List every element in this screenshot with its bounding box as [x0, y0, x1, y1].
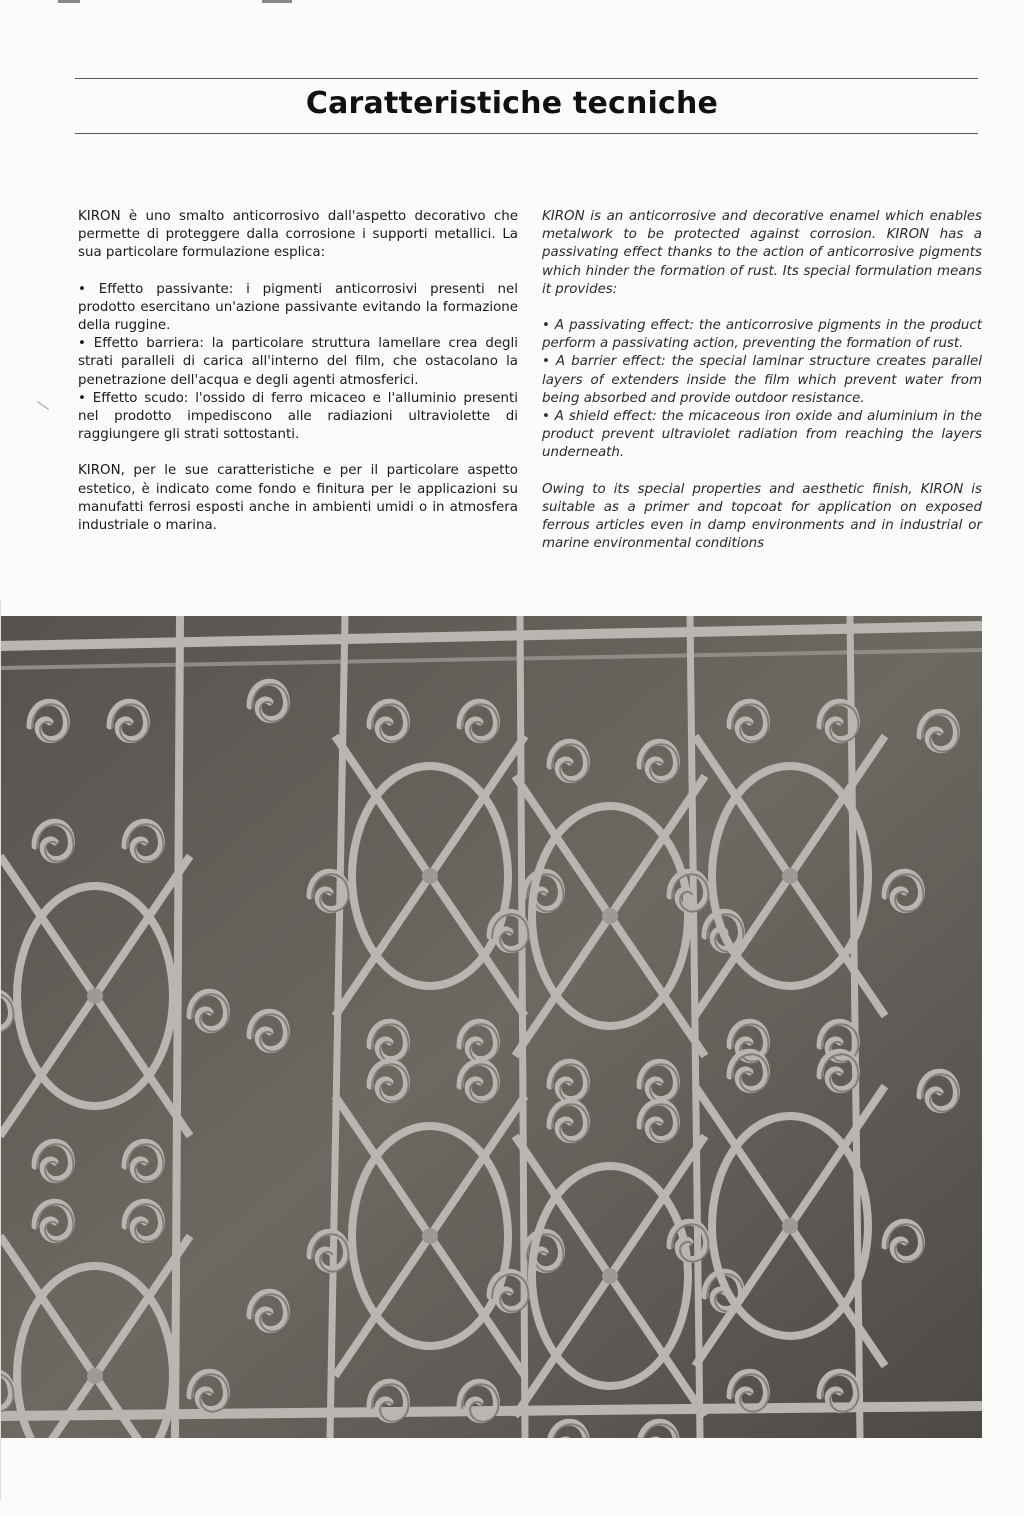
italian-closing: KIRON, per le sue caratteristiche e per il particolare aspetto estetico, è indicato come fondo e finitura per le applicazioni su manufatti ferrosi esposti anche in ambienti umidi o in atmosfera industriale o marina.	[78, 463, 518, 534]
english-bullet-passivating: • A passivating effect: the anticorrosive pigments in the product perform a passivating action, preventing the formation of rust.	[542, 318, 982, 352]
italian-intro: KIRON è uno smalto anticorrosivo dall'aspetto decorativo che permette di proteggere dalla corrosione i supporti metallici. La sua particolare formulazione esplica:	[78, 209, 518, 261]
italian-bullet-barrier: • Effetto barriera: la particolare struttura lamellare crea degli strati paralleli di carica all'interno del film, che ostacolano la penetrazione dell'acqua e degli agenti atmosferici.	[78, 336, 518, 388]
title-rule-bottom	[75, 133, 978, 134]
railing-illustration	[0, 616, 982, 1438]
english-column	[542, 208, 982, 571]
page-title: Caratteristiche tecniche	[305, 86, 719, 121]
scan-mark	[37, 401, 49, 410]
scan-edge	[0, 600, 1, 1500]
wrought-iron-railing-photo	[0, 616, 982, 1438]
page-number-fragment	[58, 0, 80, 3]
english-bullet-shield: • A shield effect: the micaceous iron oxide and aluminium in the product prevent ultraviolet radiation from reaching the layers underneath.	[542, 409, 982, 461]
english-closing: Owing to its special properties and aesthetic finish, KIRON is suitable as a primer and topcoat for application on exposed ferrous articles even in damp environments and in industrial or marine environmental conditions	[542, 481, 982, 552]
italian-column	[78, 208, 518, 553]
english-bullet-barrier: • A barrier effect: the special laminar structure creates parallel layers of extenders inside the film which prevent water from being absorbed and provide outdoor resistance.	[542, 354, 982, 406]
italian-bullet-shield: • Effetto scudo: l'ossido di ferro micaceo e l'alluminio presenti nel prodotto impediscono alle radiazioni ultraviolette di raggiungere gli strati sottostanti.	[78, 390, 518, 443]
title-rule-top	[75, 78, 978, 79]
header-mark	[262, 0, 292, 3]
english-intro: KIRON is an anticorrosive and decorative enamel which enables metalwork to be protected against corrosion. KIRON has a passivating effect thanks to the action of anticorrosive pigments which hinder the formation of rust. Its special formulation means it provides:	[542, 209, 982, 297]
italian-bullet-passivating: • Effetto passivante: i pigmenti anticorrosivi presenti nel prodotto esercitano un'azione passivante evitando la formazione della ruggine.	[78, 281, 518, 334]
